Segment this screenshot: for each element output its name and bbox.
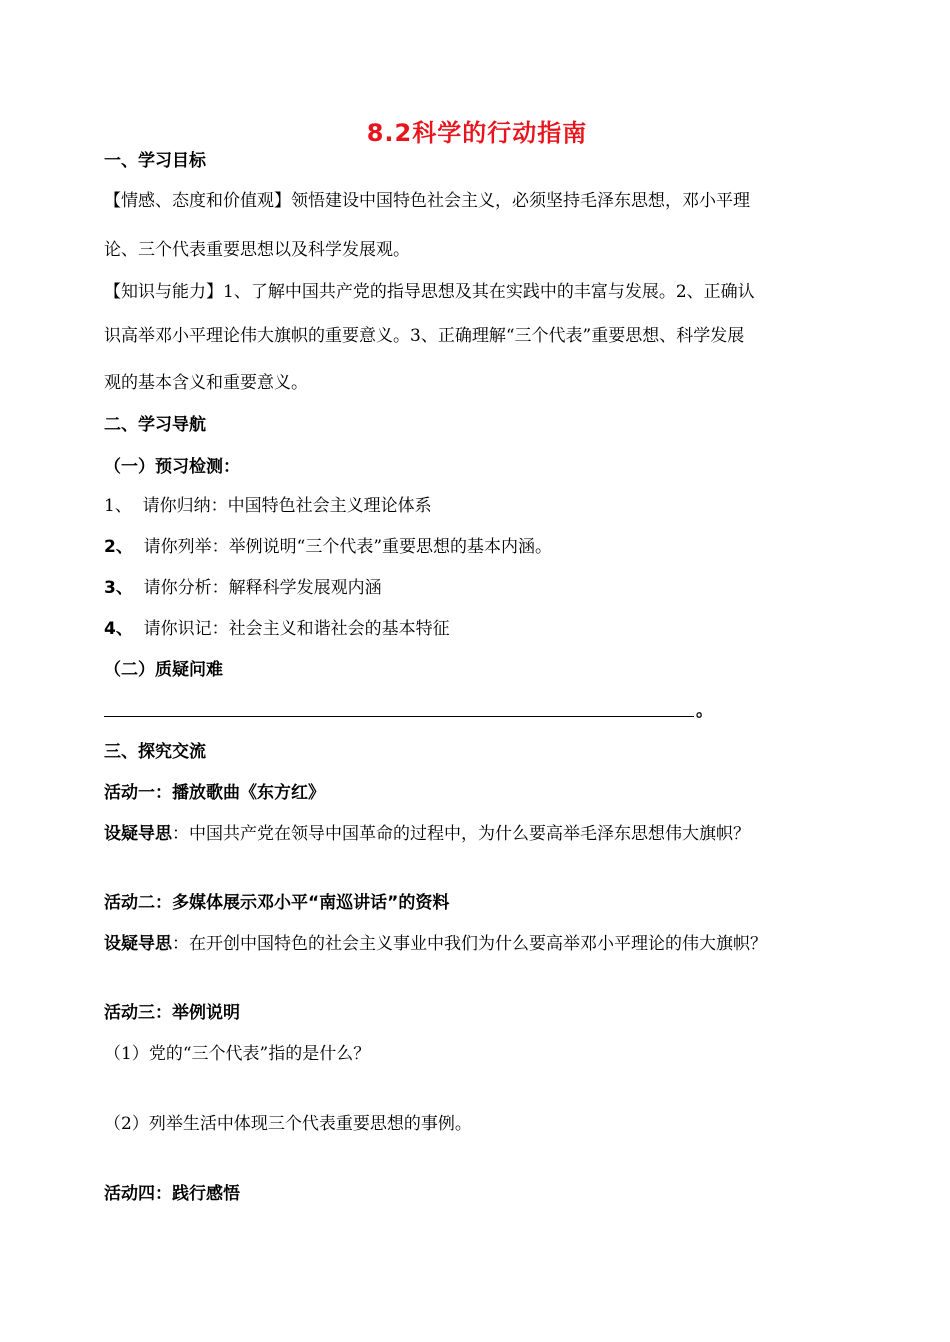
section-heading-exploration: 三、探究交流 [104, 742, 206, 762]
page-title: 8.2科学的行动指南 [366, 119, 588, 147]
list-item-text: 请你识记：社会主义和谐社会的基本特征 [143, 619, 450, 639]
subheading-preview-check: （一）预习检测： [104, 457, 240, 477]
question-text: ：在开创中国特色的社会主义事业中我们为什么要高举邓小平理论的伟大旗帜？ [172, 934, 767, 954]
list-item [104, 536, 552, 558]
list-item-number: 2、 [104, 537, 133, 557]
list-item [104, 495, 432, 517]
activity-1-title: 活动一：播放歌曲《东方红》 [104, 783, 325, 803]
question-label: 设疑导思 [104, 824, 172, 844]
subheading-questions: （二）质疑问难 [104, 660, 223, 680]
document-page [104, 0, 850, 1342]
list-item-number: 4、 [104, 619, 133, 639]
goal-knowledge-line-2: 识高举邓小平理论伟大旗帜的重要意义。3、正确理解“三个代表”重要思想、科学发展 [104, 326, 745, 346]
section-heading-goals: 一、学习目标 [104, 151, 206, 171]
activity-3-question-1: （1）党的“三个代表”指的是什么？ [104, 1044, 371, 1064]
activity-3-question-2: （2）列举生活中体现三个代表重要思想的事例。 [104, 1114, 472, 1134]
activity-2-question [104, 933, 767, 955]
activity-3-title: 活动三：举例说明 [104, 1003, 240, 1023]
goal-attitude-line-1: 【情感、态度和价值观】领悟建设中国特色社会主义，必须坚持毛泽东思想，邓小平理 [104, 191, 750, 211]
blank-end-mark: 。 [696, 701, 713, 721]
answer-blank-line[interactable] [104, 716, 694, 717]
list-item-number: 3、 [104, 578, 133, 598]
activity-1-question [104, 823, 750, 845]
goal-attitude-line-2: 论、三个代表重要思想以及科学发展观。 [104, 240, 410, 260]
goal-knowledge-line-1: 【知识与能力】1、了解中国共产党的指导思想及其在实践中的丰富与发展。2、正确认 [104, 282, 755, 302]
list-item [104, 618, 450, 640]
list-item [104, 577, 382, 599]
activity-2-title: 活动二：多媒体展示邓小平“南巡讲话”的资料 [104, 893, 450, 913]
list-item-text: 请你归纳：中国特色社会主义理论体系 [142, 496, 432, 516]
goal-knowledge-line-3: 观的基本含义和重要意义。 [104, 373, 308, 393]
list-item-text: 请你列举：举例说明“三个代表”重要思想的基本内涵。 [143, 537, 553, 557]
section-heading-navigation: 二、学习导航 [104, 415, 206, 435]
activity-4-title: 活动四：践行感悟 [104, 1184, 240, 1204]
question-text: ：中国共产党在领导中国革命的过程中，为什么要高举毛泽东思想伟大旗帜？ [172, 824, 750, 844]
question-label: 设疑导思 [104, 934, 172, 954]
list-item-text: 请你分析：解释科学发展观内涵 [143, 578, 382, 598]
list-item-number: 1、 [104, 496, 132, 516]
